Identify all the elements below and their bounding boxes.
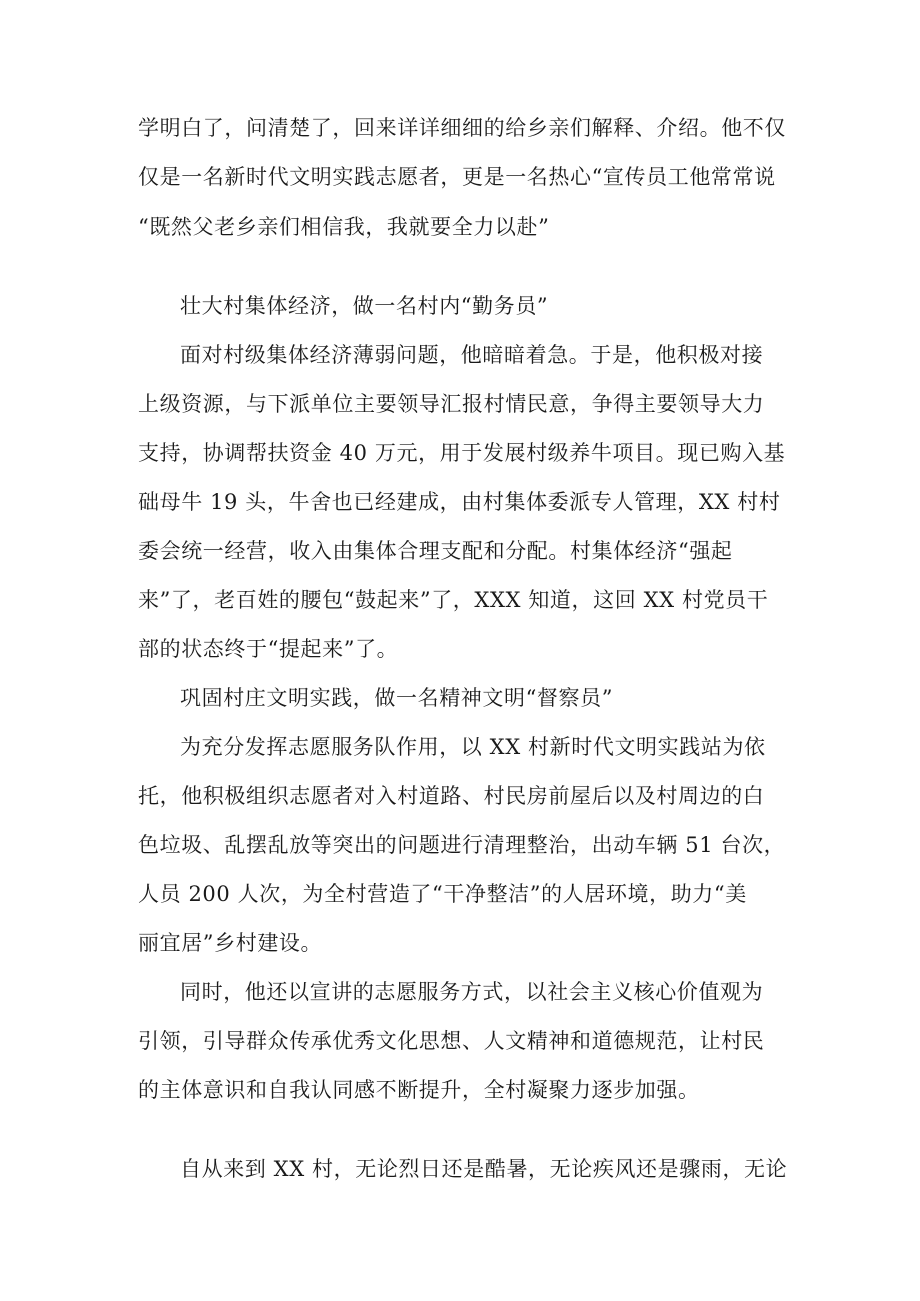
paragraph-line: 上级资源，与下派单位主要领导汇报村情民意，争得主要领导大力 [138, 392, 765, 416]
paragraph-line: 仅是一名新时代文明实践志愿者，更是一名热心“宣传员工他常常说 [138, 165, 776, 189]
paragraph-line: 面对村级集体经济薄弱问题，他暗暗着急。于是，他积极对接 [180, 343, 764, 367]
paragraph-line: 为充分发挥志愿服务队作用，以 XX 村新时代文明实践站为依 [180, 735, 766, 759]
paragraph-line: 自从来到 XX 村，无论烈日还是酷暑，无论疾风还是骤雨，无论 [180, 1157, 788, 1181]
paragraph-line: 学明白了，问清楚了，回来详详细细的给乡亲们解释、介绍。他不仅 [138, 116, 786, 140]
paragraph-line: 支持，协调帮扶资金 40 万元，用于发展村级养牛项目。现已购入基 [138, 441, 786, 465]
paragraph-line: 来”了，老百姓的腰包“鼓起来”了，XXX 知道，这回 XX 村党员干 [138, 588, 769, 612]
section-heading: 壮大村集体经济，做一名村内“勤务员” [180, 294, 549, 318]
paragraph-line: 人员 200 人次，为全村营造了“干净整洁”的人居环境，助力“美 [138, 882, 747, 906]
paragraph-line: 同时，他还以宣讲的志愿服务方式，以社会主义核心价值观为 [180, 980, 764, 1004]
paragraph-line: “既然父老乡亲们相信我，我就要全力以赴” [138, 215, 550, 239]
paragraph-line: 丽宜居”乡村建设。 [138, 931, 323, 955]
section-heading: 巩固村庄文明实践，做一名精神文明“督察员” [180, 686, 614, 710]
paragraph-line: 础母牛 19 头，牛舍也已经建成，由村集体委派专人管理，XX 村村 [138, 490, 781, 514]
paragraph-line: 色垃圾、乱摆乱放等突出的问题进行清理整治，出动车辆 51 台次， [138, 833, 786, 857]
paragraph-line: 引领，引导群众传承优秀文化思想、人文精神和道德规范，让村民 [138, 1029, 765, 1053]
paragraph-line: 的主体意识和自我认同感不断提升，全村凝聚力逐步加强。 [138, 1078, 700, 1102]
paragraph-line: 托，他积极组织志愿者对入村道路、村民房前屋后以及村周边的白 [138, 784, 765, 808]
paragraph-line: 部的状态终于“提起来”了。 [138, 637, 399, 661]
paragraph-line: 委会统一经营，收入由集体合理支配和分配。村集体经济“强起 [138, 539, 733, 563]
